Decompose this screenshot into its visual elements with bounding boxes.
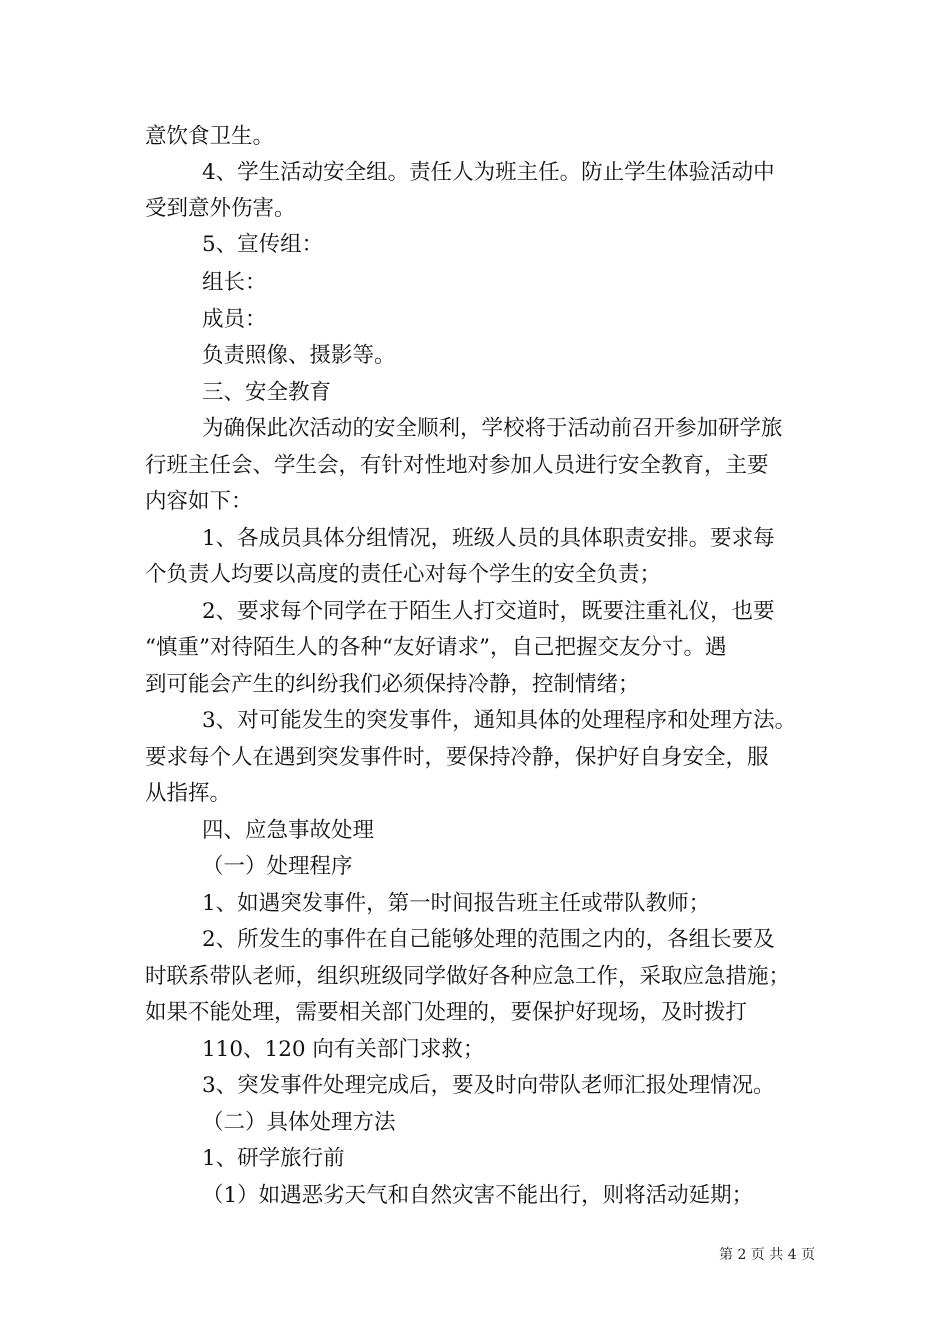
page-footer: 第 2 页 共 4 页 <box>719 1247 816 1263</box>
text-line: 110、120 向有关部门求救； <box>202 1037 485 1062</box>
text-line: 从指挥。 <box>145 781 232 806</box>
text-line: 3、突发事件处理完成后，要及时向带队老师汇报处理情况。 <box>202 1073 775 1098</box>
text-line: 成员： <box>202 307 267 332</box>
text-line: 4、学生活动安全组。责任人为班主任。防止学生体验活动中 <box>202 160 775 185</box>
text-line: 3、对可能发生的突发事件，通知具体的处理程序和处理方法。 <box>202 708 797 733</box>
text-line: 到可能会产生的纠纷我们必须保持冷静，控制情绪； <box>145 672 640 697</box>
text-line: 如果不能处理，需要相关部门处理的，要保护好现场，及时拨打 <box>145 1000 748 1025</box>
text-line: 2、要求每个同学在于陌生人打交道时，既要注重礼仪，也要 <box>202 599 775 624</box>
text-line: 行班主任会、学生会，有针对性地对参加人员进行安全教育，主要 <box>145 453 769 478</box>
text-line: 意饮食卫生。 <box>145 124 275 149</box>
text-line: （二）具体处理方法 <box>202 1110 396 1135</box>
text-line: 负责照像、摄影等。 <box>202 343 396 368</box>
text-line: “慎重”对待陌生人的各种“友好请求”，自己把握交友分寸。遇 <box>145 635 727 660</box>
text-line: 要求每个人在遇到突发事件时，要保持冷静，保护好自身安全，服 <box>145 745 769 770</box>
text-line: 个负责人均要以高度的责任心对每个学生的安全负责； <box>145 562 662 587</box>
text-line: 1、各成员具体分组情况，班级人员的具体职责安排。要求每 <box>202 526 775 551</box>
text-line: 为确保此次活动的安全顺利，学校将于活动前召开参加研学旅 <box>202 416 783 441</box>
text-line: 5、宣传组： <box>202 232 324 257</box>
text-line: 时联系带队老师，组织班级同学做好各种应急工作，采取应急措施； <box>145 964 791 989</box>
text-line: 内容如下： <box>145 489 253 514</box>
text-line: 组长： <box>202 270 267 295</box>
text-line: 受到意外伤害。 <box>145 196 296 221</box>
text-line: 1、研学旅行前 <box>202 1146 345 1171</box>
text-line: 四、应急事故处理 <box>202 818 375 843</box>
text-line: （1）如遇恶劣天气和自然灾害不能出行，则将活动延期； <box>202 1183 754 1208</box>
text-line: （一）处理程序 <box>202 854 353 879</box>
text-line: 三、安全教育 <box>202 380 332 405</box>
text-line: 1、如遇突发事件，第一时间报告班主任或带队教师； <box>202 891 711 916</box>
text-line: 2、所发生的事件在自己能够处理的范围之内的，各组长要及 <box>202 927 775 952</box>
